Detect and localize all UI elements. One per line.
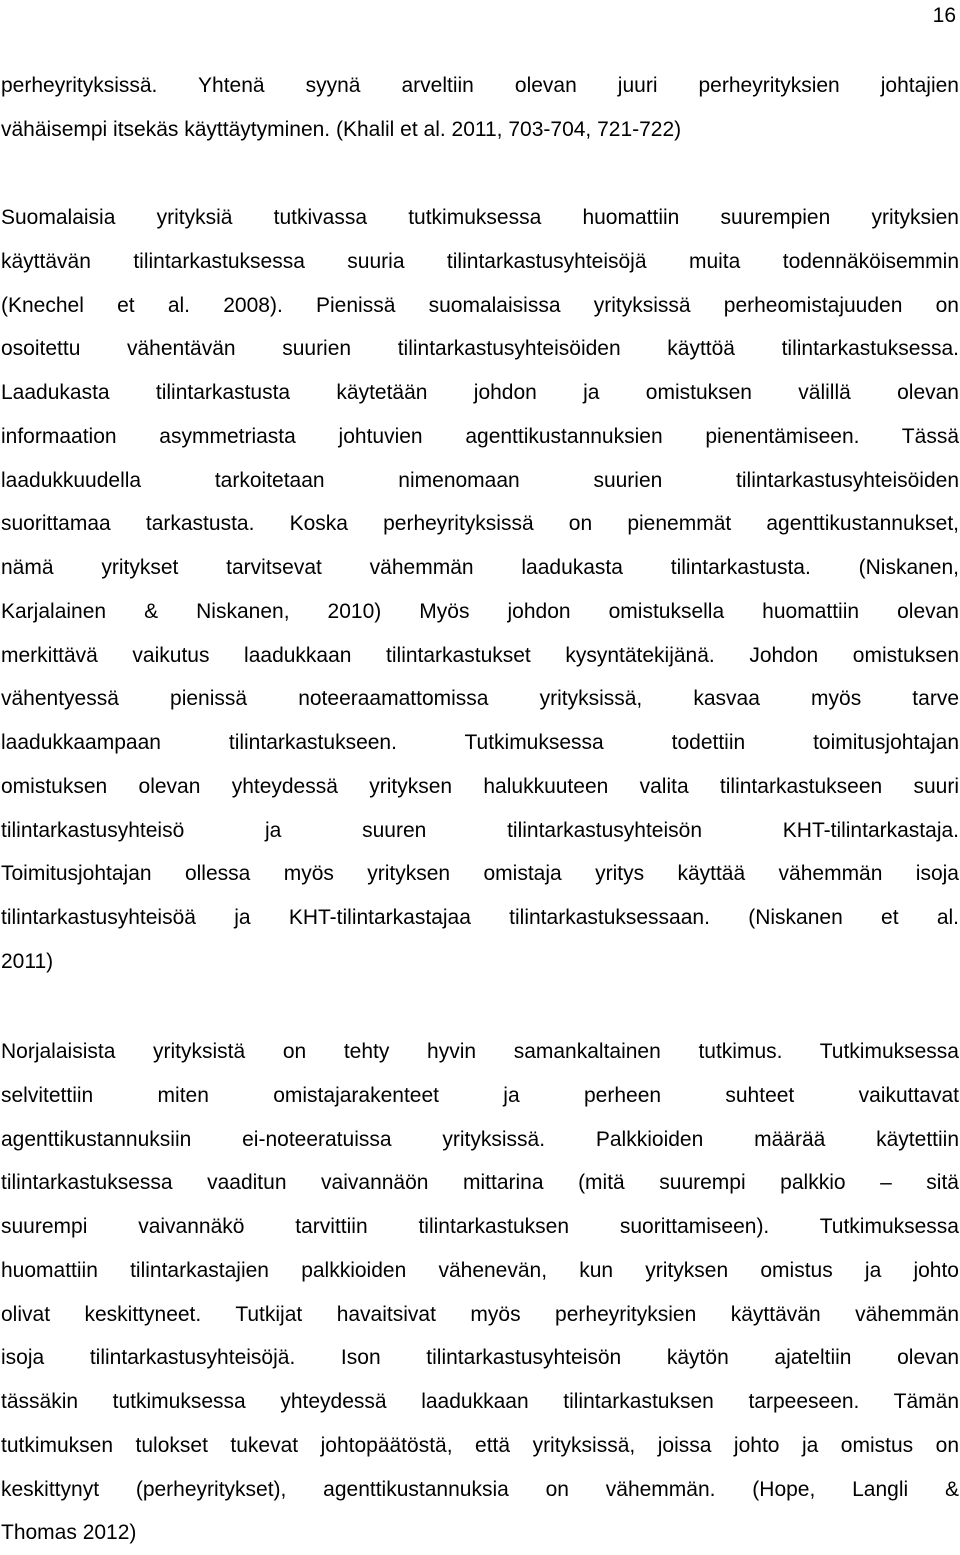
text-line: tutkimuksen tulokset tukevat johtopäätöstä, että yrityksissä, joissa johto ja omistus on	[1, 1433, 959, 1457]
text-line: suurempi vaivannäkö tarvittiin tilintarkastuksen suorittamiseen). Tutkimuksessa	[1, 1215, 959, 1238]
text-line: tilintarkastuksessa vaaditun vaivannäön mittarina (mitä suurempi palkkio – sitä	[1, 1171, 959, 1195]
text-line: omistuksen olevan yhteydessä yrityksen halukkuuteen valita tilintarkastukseen suuri	[1, 774, 959, 798]
text-line: olivat keskittyneet. Tutkijat havaitsivat myös perheyrityksien käyttävän vähemmän	[1, 1302, 959, 1326]
text-line: Karjalainen & Niskanen, 2010) Myös johdon omistuksella huomattiin olevan	[1, 599, 959, 623]
text-line: Norjalaisista yrityksistä on tehty hyvin samankaltainen tutkimus. Tutkimuksessa	[1, 1040, 959, 1063]
text-line: (Knechel et al. 2008). Pienissä suomalaisissa yrityksissä perheomistajuuden on	[1, 293, 959, 317]
text-line: agenttikustannuksiin ei-noteeratuissa yrityksissä. Palkkioiden määrää käytettiin	[1, 1127, 959, 1151]
text-line: tässäkin tutkimuksessa yhteydessä laadukkaan tilintarkastuksen tarpeeseen. Tämän	[1, 1390, 959, 1413]
text-line: selvitettiin miten omistajarakenteet ja perheen suhteet vaikuttavat	[1, 1083, 959, 1107]
text-line: osoitettu vähentävän suurien tilintarkastusyhteisöiden käyttöä tilintarkastuksessa.	[1, 337, 959, 361]
text-line: vähentyessä pienissä noteeraamattomissa yrityksissä, kasvaa myös tarve	[1, 687, 959, 711]
text-line: laadukkuudella tarkoitetaan nimenomaan suurien tilintarkastusyhteisöiden	[1, 468, 959, 492]
paragraph-2	[1, 196, 959, 984]
text-line: informaation asymmetriasta johtuvien agenttikustannuksien pienentämiseen. Tässä	[1, 424, 959, 448]
text-line: keskittynyt (perheyritykset), agenttikustannuksia on vähemmän. (Hope, Langli &	[1, 1477, 959, 1501]
text-line: suorittamaa tarkastusta. Koska perheyrityksissä on pienemmät agenttikustannukset,	[1, 512, 959, 536]
text-line: merkittävä vaikutus laadukkaan tilintarkastukset kysyntätekijänä. Johdon omistuksen	[1, 643, 959, 667]
paragraph-1	[1, 64, 959, 152]
text-line: laadukkaampaan tilintarkastukseen. Tutkimuksessa todettiin toimitusjohtajan	[1, 731, 959, 754]
text-line: Toimitusjohtajan ollessa myös yrityksen omistaja yritys käyttää vähemmän isoja	[1, 862, 959, 886]
text-line: huomattiin tilintarkastajien palkkioiden vähenevän, kun yrityksen omistus ja johto	[1, 1258, 959, 1282]
text-line: 2011)	[1, 949, 54, 973]
paragraph-3	[1, 1030, 959, 1555]
text-line: vähäisempi itsekäs käyttäytyminen. (Khalil et al. 2011, 703-704, 721-722)	[1, 117, 682, 141]
text-line: Thomas 2012)	[1, 1521, 137, 1545]
text-line: tilintarkastusyhteisö ja suuren tilintarkastusyhteisön KHT-tilintarkastaja.	[1, 818, 959, 842]
text-line: käyttävän tilintarkastuksessa suuria tilintarkastusyhteisöjä muita todennäköisemmin	[1, 249, 959, 273]
text-line: perheyrityksissä. Yhtenä syynä arveltiin olevan juuri perheyrityksien johtajien	[1, 74, 959, 97]
text-line: Suomalaisia yrityksiä tutkivassa tutkimuksessa huomattiin suurempien yrityksien	[1, 206, 959, 229]
text-line: isoja tilintarkastusyhteisöjä. Ison tilintarkastusyhteisön käytön ajateltiin olevan	[1, 1346, 959, 1370]
text-line: Laadukasta tilintarkastusta käytetään johdon ja omistuksen välillä olevan	[1, 381, 959, 404]
page-number: 16	[932, 4, 956, 27]
text-line: nämä yritykset tarvitsevat vähemmän laadukasta tilintarkastusta. (Niskanen,	[1, 556, 959, 579]
text-line: tilintarkastusyhteisöä ja KHT-tilintarkastajaa tilintarkastuksessaan. (Niskanen et al.	[1, 906, 959, 929]
